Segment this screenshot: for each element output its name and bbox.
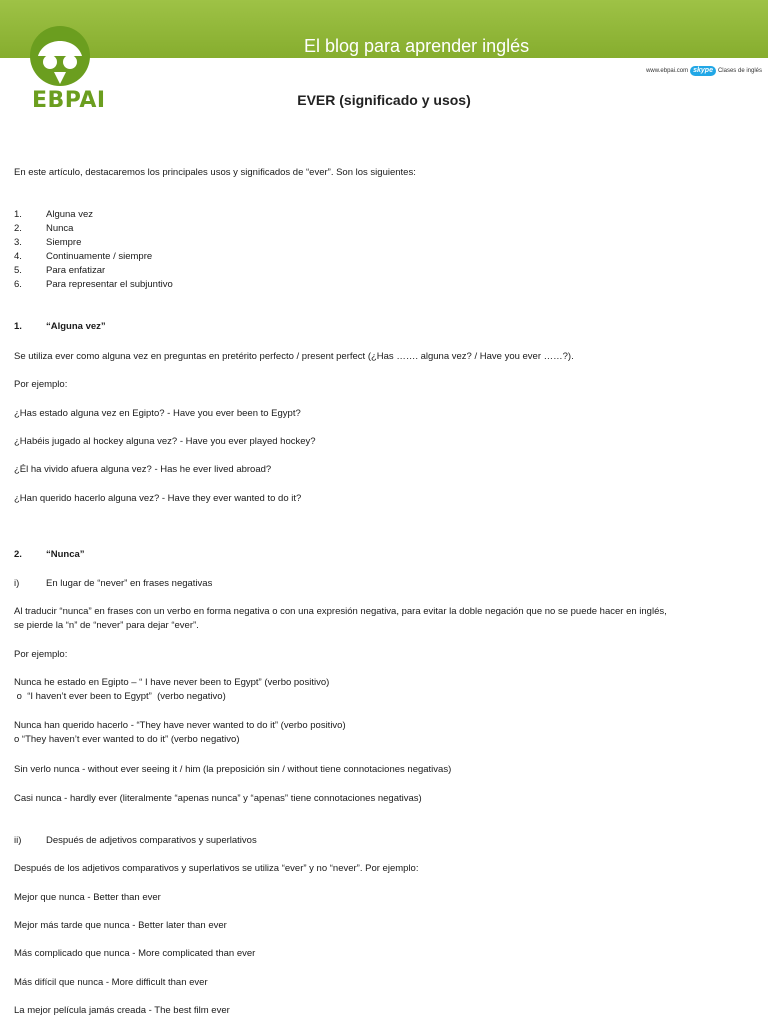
logo-emblem-icon [28, 24, 110, 94]
list-item: 6. Para representar el subjuntivo [14, 279, 173, 290]
example-line: ¿Has estado alguna vez en Egipto? - Have you ever been to Egypt? [14, 408, 301, 419]
logo-text: EBPAI [32, 88, 106, 113]
example-line: ¿Habéis jugado al hockey alguna vez? - Have you ever played hockey? [14, 436, 316, 447]
comparative-example: Más difícil que nunca - More difficult than ever [14, 977, 208, 988]
example-line: o “I haven’t ever been to Egypt” (verbo negativo) [14, 691, 226, 702]
list-item: 3. Siempre [14, 237, 82, 248]
subsection-i-heading: i) En lugar de “never” en frases negativas [14, 578, 213, 589]
document-title: EVER (significado y usos) [297, 92, 471, 108]
comparative-example: La mejor película jamás creada - The best film ever [14, 1005, 230, 1016]
site-info [646, 66, 762, 76]
subsection-ii-description: Después de los adjetivos comparativos y superlativos se utiliza “ever” y no “never”. Por ejemplo: [14, 863, 419, 874]
website-link[interactable]: www.ebpai.com [646, 68, 689, 74]
intro-paragraph: En este artículo, destacaremos los principales usos y significados de “ever”. Son los siguientes: [14, 167, 416, 178]
list-item: 2. Nunca [14, 223, 74, 234]
example-line: Sin verlo nunca - without ever seeing it / him (la preposición sin / without tiene connotaciones negativas) [14, 764, 452, 775]
section-1-heading: 1. “Alguna vez” [14, 321, 106, 332]
section-2-heading: 2. “Nunca” [14, 549, 85, 560]
header-banner [0, 0, 768, 58]
classes-label: Clases de inglés [717, 68, 762, 74]
skype-icon: skype [690, 66, 716, 76]
example-line: ¿Él ha vivido afuera alguna vez? - Has he ever lived abroad? [14, 464, 272, 475]
section-1-por-ejemplo: Por ejemplo: [14, 379, 68, 390]
blog-title: El blog para aprender inglés [304, 36, 530, 56]
example-line: Nunca han querido hacerlo - “They have never wanted to do it” (verbo positivo) [14, 720, 346, 731]
list-item: 1. Alguna vez [14, 209, 94, 220]
example-line: Nunca he estado en Egipto – “ I have never been to Egypt” (verbo positivo) [14, 677, 330, 688]
comparative-example: Más complicado que nunca - More complicated than ever [14, 948, 256, 959]
subsection-ii-heading: ii) Después de adjetivos comparativos y superlativos [14, 835, 257, 846]
subsection-i-description-2: se pierde la “n” de “never” para dejar “ever”. [14, 620, 199, 631]
example-line: ¿Han querido hacerlo alguna vez? - Have they ever wanted to do it? [14, 493, 302, 504]
example-line: Casi nunca - hardly ever (literalmente “apenas nunca” y “apenas” tiene connotaciones negativas) [14, 793, 422, 804]
example-line: o “They haven’t ever wanted to do it” (verbo negativo) [14, 734, 240, 745]
list-item: 4. Continuamente / siempre [14, 251, 153, 262]
comparative-example: Mejor más tarde que nunca - Better later than ever [14, 920, 227, 931]
list-item: 5. Para enfatizar [14, 265, 106, 276]
subsection-i-description-1: Al traducir “nunca” en frases con un verbo en forma negativa o con una expresión negativa, para evitar la doble negación que no se puede hacer en inglés, [14, 606, 667, 617]
section-2-por-ejemplo: Por ejemplo: [14, 649, 68, 660]
comparative-example: Mejor que nunca - Better than ever [14, 892, 161, 903]
section-1-description: Se utiliza ever como alguna vez en preguntas en pretérito perfecto / present perfect (¿Has ……. alguna vez? / Have you ever ……?). [14, 351, 574, 362]
